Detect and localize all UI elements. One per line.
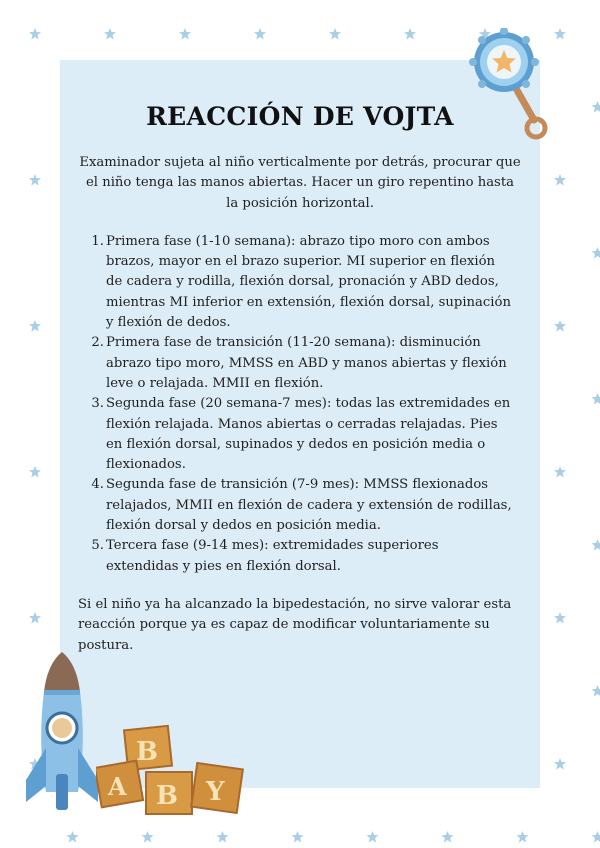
- star-icon: [292, 831, 304, 843]
- star-icon: [29, 320, 41, 332]
- star-icon: [517, 831, 529, 843]
- list-number: 5.: [91, 538, 104, 554]
- star-icon: [592, 685, 600, 697]
- star-icon: [29, 28, 41, 40]
- star-icon: [29, 612, 41, 624]
- document-content: [78, 60, 522, 656]
- list-number: 2.: [91, 335, 104, 351]
- list-text: Tercera fase (9-14 mes): extremidades superiores extendidas y pies en flexión dorsal.: [106, 538, 439, 574]
- star-icon: [404, 28, 416, 40]
- star-icon: [29, 466, 41, 478]
- star-icon: [592, 539, 600, 551]
- star-icon: [217, 831, 229, 843]
- star-icon: [554, 758, 566, 770]
- list-item: [78, 536, 522, 577]
- list-text: Primera fase (1-10 semana): abrazo tipo moro con ambos brazos, mayor en el brazo superior. MI superior en flexión de cadera y rodilla, flexión dorsal, pronación y ABD dedos, mientras MI inferior en extensión, flexión dorsal, supinación y flexión de dedos.: [106, 233, 511, 331]
- star-icon: [592, 831, 600, 843]
- star-icon: [329, 28, 341, 40]
- list-number: 4.: [91, 477, 104, 493]
- list-text: Primera fase de transición (11-20 semana): disminución abrazo tipo moro, MMSS en ABD y manos abiertas y flexión leve o relajada. MMII en flexión.: [106, 335, 507, 391]
- list-text: Segunda fase (20 semana-7 mes): todas las extremidades en flexión relajada. Manos abiertas o cerradas relajadas. Pies en flexión dorsal, supinados y dedos en posición media o flexionados.: [106, 396, 511, 473]
- list-number: 1.: [91, 233, 104, 249]
- star-icon: [592, 393, 600, 405]
- star-icon: [554, 320, 566, 332]
- block-letter: A: [108, 772, 127, 801]
- list-item: [78, 394, 522, 475]
- list-item: [78, 475, 522, 536]
- star-icon: [554, 466, 566, 478]
- star-icon: [367, 831, 379, 843]
- list-item: [78, 232, 522, 333]
- star-icon: [442, 831, 454, 843]
- list-text: Segunda fase de transición (7-9 mes): MMSS flexionados relajados, MMII en flexión de cadera y extensión de rodillas, flexión dorsal y dedos en posición media.: [106, 477, 512, 534]
- star-icon: [142, 831, 154, 843]
- block-letter: B: [136, 737, 158, 767]
- page-title: REACCIÓN DE VOJTA: [146, 102, 454, 131]
- star-icon: [254, 28, 266, 40]
- block-letter: Y: [206, 777, 225, 807]
- block-letter: B: [156, 781, 178, 811]
- list-item: [78, 333, 522, 394]
- list-number: 3.: [91, 396, 104, 412]
- closing-paragraph: Si el niño ya ha alcanzado la bipedestación, no sirve valorar esta reacción porque ya es capaz de modificar voluntariamente su postura.: [78, 596, 512, 653]
- star-icon: [179, 28, 191, 40]
- star-icon: [592, 101, 600, 113]
- star-icon: [104, 28, 116, 40]
- star-icon: [554, 612, 566, 624]
- star-icon: [67, 831, 79, 843]
- baby-blocks-icon: [96, 722, 246, 817]
- star-icon: [592, 247, 600, 259]
- star-icon: [29, 174, 41, 186]
- phases-list: [78, 232, 522, 577]
- intro-paragraph: Examinador sujeta al niño verticalmente por detrás, procurar que el niño tenga las manos abiertas. Hacer un giro repentino hasta la posición horizontal.: [79, 155, 521, 211]
- star-icon: [554, 174, 566, 186]
- rocket-icon: [22, 652, 102, 817]
